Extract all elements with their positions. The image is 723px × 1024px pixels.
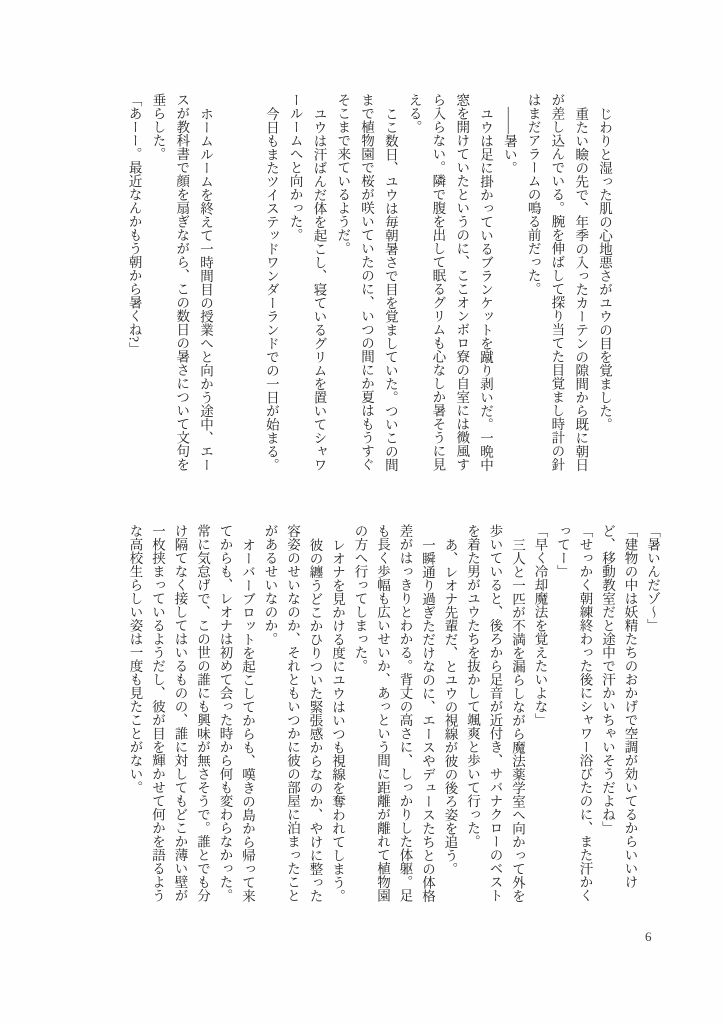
paragraph-physique: 一瞬通り過ぎただけなのに、エースやデュースたちとの体格差がはっきりとわかる。背丈の高さに、しっかりした体躯。足も長く歩幅も広いせいか、あっという間に距離が離れて植物園の方へ行ってしまった。: [352, 524, 435, 902]
paragraph-curtain-morning: 重たい瞼の先で、年季の入ったカーテンの隙間から既に朝日が差し込んでいる。腕を伸ばして探り当てた目覚まし時計の針はまだアラームの鳴る前だった。: [525, 93, 589, 471]
paragraph-homeroom: ホームルームを終えて一時間目の授業へと向かう途中、エースが教科書で顔を扇ぎながら、この数日の暑さについて文句を垂らした。: [150, 93, 214, 471]
scene-break-blank-line: [217, 93, 259, 473]
paragraph-wake-up: じわりと湿った肌の心地悪さがユウの目を覚ました。: [597, 106, 612, 431]
paragraph-leona-senpai: あ、レオナ先輩だ、とユウの視線が彼の後ろ姿を追う。: [442, 537, 458, 875]
paragraph-recent-mornings: ここ数日、ユウは毎朝暑さで目を覚ましていた。ついこの間まで植物園で桜が咲いていたのに、いつの間にか夏はもうすぐそこまで来ているようだ。: [335, 93, 398, 471]
dialogue-aircon: 「建物の中は妖精たちのおかげで空調が効いてるからいいけど、移動教室だと途中で汗かいちゃいそうだよね」: [600, 524, 638, 889]
paragraph-blanket-grim: ユウは足に掛かっているブランケットを蹴り剥いだ。一晩中窓を開けていたというのに、ここオンボロ寮の自室には微風すら入らない。隣で腹を出して眠るグリムも心なしか暑そうに見える。: [406, 93, 494, 471]
dialogue-ace-hot: 「あーー。最近なんかもう朝から暑くね?」: [126, 93, 142, 356]
paragraph-shower-room: ユウは汗ばんだ体を起こし、寝ているグリムを置いてシャワールームへと向かった。: [287, 93, 327, 471]
dialogue-grim-hot: 「暑いんだゾ〜」: [645, 524, 660, 632]
paragraph-walking-outside: 三人と一匹が不満を漏らしながら魔法薬学室へ向かって外を歩いていると、後ろから足音が近付き、サバナクローのベストを着た男がユウたちを抜かして颯爽と歩いて行った。: [465, 524, 525, 902]
dialogue-shower-sweat: 「せっかく朝練終わった後にシャワー浴びたのに、また汗かくってー」: [555, 524, 593, 902]
top-text-block: [122, 93, 616, 473]
bottom-text-block: [123, 524, 663, 904]
dialogue-cooling-magic: 「早く冷却魔法を覚えたいよな」: [532, 524, 548, 727]
paragraph-overblot-unchanged: オーバーブロットを起こしてからも、嘆きの島から帰って来てからも、レオナは初めて会った時から何も変わらなかった。常に気怠げで、この世の誰にも興味が無さそうで。誰とでも分け隔てなく接してはいるものの、誰に対してもどこか薄い壁が一枚挟まっているようだし、彼が目を輝かせて何かを語るような高校生らしい姿は一度も見たことがない。: [127, 524, 255, 902]
paragraph-tension-looks: 彼の纏うどこかひりついた緊張感からなのか、やけに整った容姿のせいなのか、それともいつかに彼の部屋に泊まったことがあるせいなのか。: [262, 524, 323, 902]
paragraph-new-day: 今日もまたツイステッドワンダーランドでの一日が始まる。: [263, 106, 279, 471]
paragraph-dash-hot: ――暑い。: [501, 106, 517, 174]
page-number: 6: [645, 929, 652, 944]
paragraph-gaze-stolen: レオナを見かける度にユウはいつも視線を奪われてしまう。: [330, 537, 345, 902]
